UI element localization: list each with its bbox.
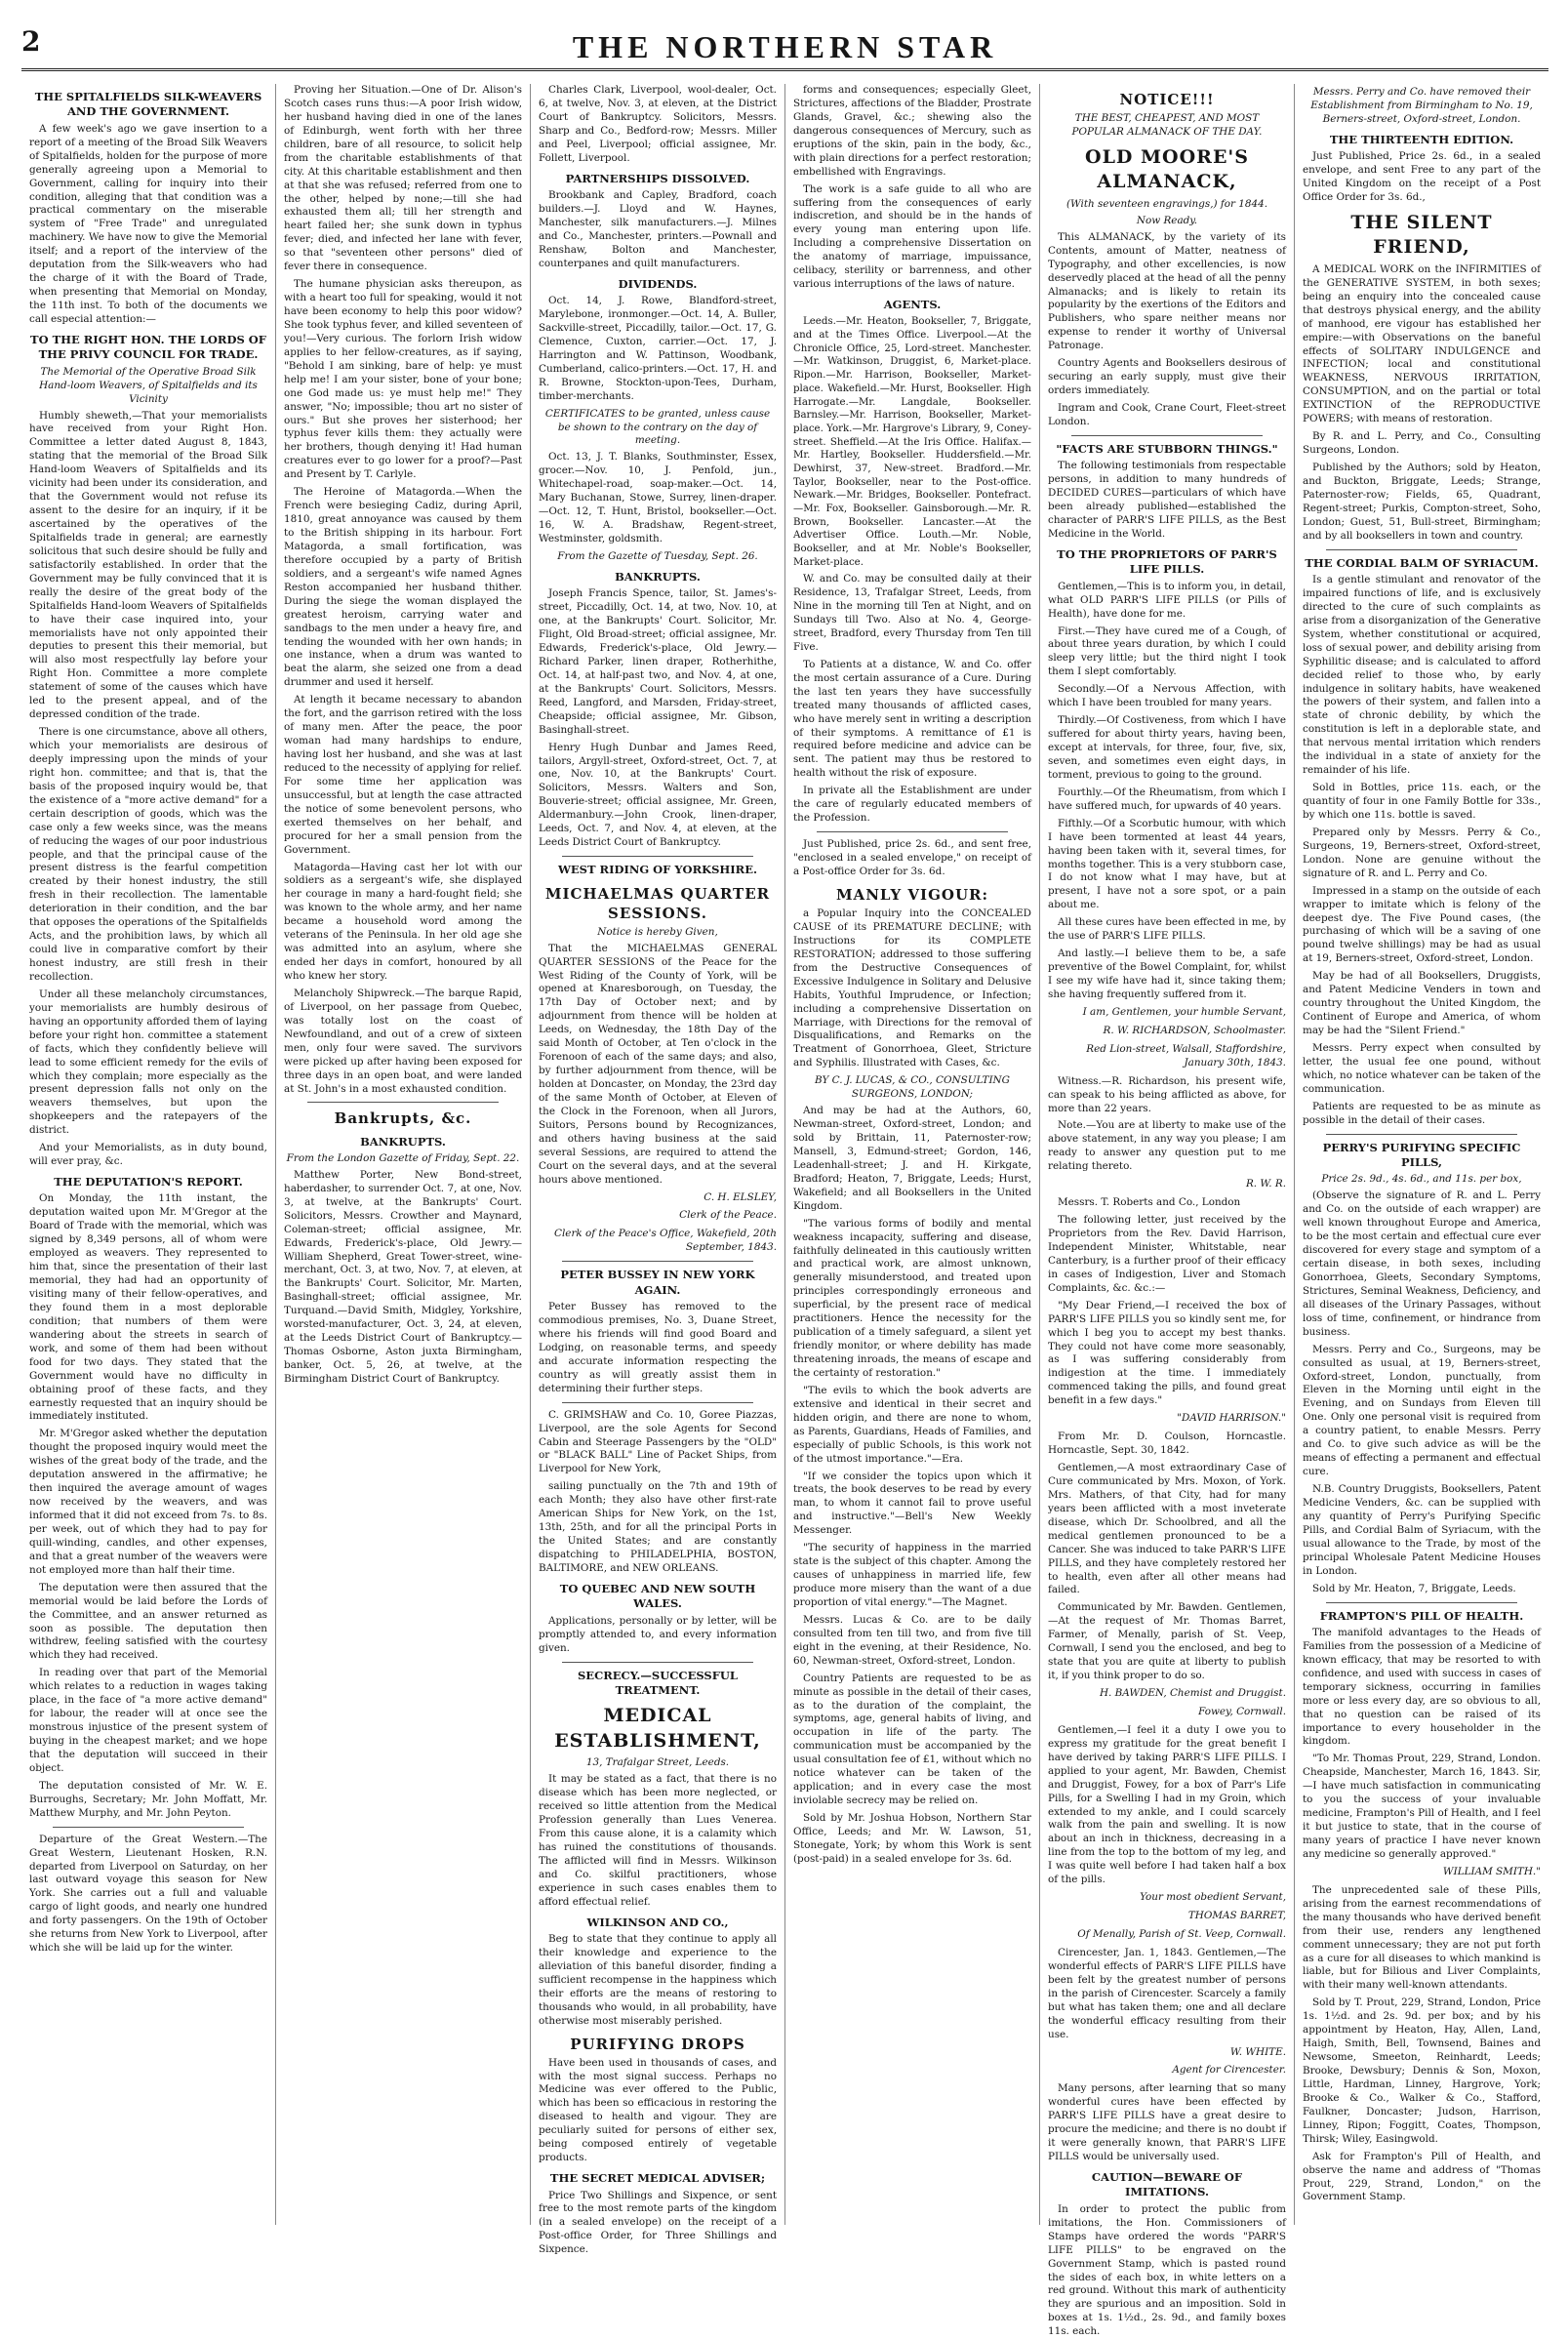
agents-list: Leeds.—Mr. Heaton, Bookseller, 7, Briggate, and at the Times Office. Liverpool.—At the Chronicle Office, 25, Lord-street. Manchester.—Mr. Watkinson, Druggist, 6, Market-place. Ripon.—Mr. Harrison, Bookseller, Market-place. Wakefield.—Mr. Hurst, Bookseller. High Harrogate.—Mr. Langdale, Bookseller. Barnsley.—Mr. Harrison, Bookseller, Market-place. York.—Mr. Hargrove's Library, 9, Coney-street. Sheffield.—At the Iris Office. Halifax.—Mr. Hartley, Bookseller. Huddersfield.—Mr. Dewhirst, 37, New-street. Bradford.—Mr. Taylor, Bookseller, near to the Post-office. Newark.—Mr. Bridges, Bookseller. Pontefract.—Mr. Fox, Bookseller. Gainsborough.—Mr. R. Brown, Bookseller. Lancaster.—At the Advertiser Office. Louth.—Mr. Noble, Bookseller, and at Mr. Noble's Bookseller, Market-place.: [793, 316, 1031, 568]
paragraph: Messrs. Perry expect when consulted by letter, the usual fee one pound, without which, no notice whatever can be taken of the communication.: [1303, 1041, 1541, 1095]
headline-secret-adviser: THE SECRET MEDICAL ADVISER;: [549, 2171, 766, 2186]
paragraph: "The evils to which the book adverts are extensive and identical in their secret and hidden origin, and there are none to whom, as Parents, Guardians, Heads of Families, and especially of public Schools, is this work not of the utmost importance."—Era.: [793, 1384, 1031, 1465]
memorial-subtitle: The Memorial of the Operative Broad Silk Hand-loom Weavers, of Spitalfields and its Vicinity: [39, 365, 258, 405]
paragraph: At length it became necessary to abandon the fort, and the garrison retired with the loss of many men. After the peace, the poor woman had many hardships to endure, having lost her husband, and she was at last reduced to the necessity of applying for relief. For some time her application was unsuccessful, but at length the case attracted the notice of some benevolent persons, who exerted themselves on her behalf, and procured for her a small pension from the Government.: [284, 694, 522, 856]
paragraph: It may be stated as a fact, that there is no disease which has been more neglected, or received so little attention from the Medical Profession generally than Lues Venerea. From this cause alone, it is a calamity which has ruined the constitutions of thousands. The afflicted will find in Messrs. Wilkinson and Co. skilful practitioners, whose experience in such cases enables them to afford effectual relief.: [539, 1773, 777, 1908]
signature-name: H. BAWDEN, Chemist and Druggist.: [1099, 1687, 1286, 1700]
gazette-source: From the Gazette of Tuesday, Sept. 26.: [557, 549, 758, 562]
subheading-bankrupts: BANKRUPTS.: [615, 569, 701, 584]
headline-spitalfields: THE SPITALFIELDS SILK-WEAVERS AND THE GOVERNMENT.: [34, 90, 262, 119]
paragraph: And lastly.—I believe them to be, a safe preventive of the Bowel Complaint, for, whilst I see my wife have had it, since taking them; she having frequently suffered from it.: [1048, 948, 1286, 1000]
column-5: [1040, 84, 1295, 2338]
paragraph: Humbly sheweth,—That your memorialists have received from your Right Hon. Committee a letter dated August 8, 1843, stating that the memorial of the Broad Silk Hand-loom Weavers of Spitalfields and its vicinity had been under its consideration, and that the Government would not refuse its assent to the desire for an inquiry, if it be ascertained by the operatives of the Spitalfields trade in general; are earnestly solicitous that such desire should be fully and satisfactorily established. In order that the Government may be fully convinced that it is really the desire of the great body of the Spitalfields Hand-loom Weavers of Spitalfields to have their case inquired into, your memorialists have not only appointed their deputies to present this their memorial, but will also most respectfully lay before your Right Hon. Committee a more complete statement of some of the causes which have led to the present appeal, and of the depressed condition of the trade.: [29, 409, 267, 721]
almanack-subtitle: (With seventeen engravings,) for 1844.: [1065, 197, 1267, 210]
paragraph: That the MICHAELMAS GENERAL QUARTER SESSIONS of the Peace for the West Riding of the County of York, will be opened at Knaresborough, on Tuesday, the 17th Day of October next; and by adjournment from thence will be holden at Leeds, on Wednesday, the 18th Day of the said Month of October, at Ten o'clock in the Forenoon of each of the same days; and also, by further adjournment from thence, will be holden at Doncaster, on Monday, the 23rd day of the same Month of October, at Eleven of the Clock in the Forenoon, when all Jurors, Suitors, Persons bound by Recognizances, and others having business at the said several Sessions, are required to attend the Court on the several days, and at the several hours above mentioned.: [539, 942, 777, 1186]
paragraph: Beg to state that they continue to apply all their knowledge and experience to the alleviation of this baneful disorder, finding a sufficient recompense in the happiness which their efforts are the means of restoring to thousands who would, in all probability, have otherwise most miserably perished.: [539, 1932, 777, 2027]
paragraph: Charles Clark, Liverpool, wool-dealer, Oct. 6, at twelve, Nov. 3, at eleven, at the District Court of Bankruptcy. Solicitors, Messrs. Sharp and Co., Bedford-row; Messrs. Miller and Peel, Liverpool; official assignee, Mr. Follett, Liverpool.: [539, 84, 777, 164]
subheading-bankrupts: BANKRUPTS.: [360, 1134, 446, 1149]
author-line: BY C. J. LUCAS, & CO., CONSULTING SURGEONS, LONDON;: [815, 1074, 1010, 1101]
subheading-dividends: DIVIDENDS.: [618, 276, 698, 291]
signature-name: THOMAS BARRET,: [1187, 1910, 1286, 1922]
paragraph: Sold by T. Prout, 229, Strand, London, Price 1s. 1½d. and 2s. 9d. per box; and by his appointment by Heaton, Hay, Allen, Land, Haigh, Smith, Bell, Townsend, Baines and Newsome, Smeeton, Reinhardt, Leeds; Brooke, Dewsbury; Dennis & Son, Moxon, Little, Hardman, Linney, Hargrove, York; Brooke & Co., Walker & Co., Stafford, Faulkner, Doncaster; Judson, Harrison, Linney, Ripon; Foggitt, Coates, Thompson, Thirsk; Wiley, Easingwold.: [1303, 1996, 1541, 2145]
subheading-memorial: TO THE RIGHT HON. THE LORDS OF THE PRIVY COUNCIL FOR TRADE.: [30, 332, 266, 362]
paragraph: Under all these melancholy circumstances, your memorialists are humbly desirous of having an opportunity afforded them of laying before your right hon. committee a statement of facts, which they confidently believe will lead to some efficient remedy for the evils of which they complain; more especially as the present depression falls not only on the weavers themselves, but upon the shopkeepers and the ratepayers of the district.: [29, 988, 267, 1137]
paragraph: Oct. 14, J. Rowe, Blandford-street, Marylebone, ironmonger.—Oct. 14, A. Buller, Sackville-street, Piccadilly, tailor.—Oct. 17, G. Clemence, Cuxton, carrier.—Oct. 17, J. Harrington and W. Pattinson, Woodbank, Cumberland, calico-printers.—Oct. 17, H. and R. Browne, Stockton-upon-Tees, Durham, timber-merchants.: [539, 295, 777, 402]
now-ready: Now Ready.: [1136, 214, 1198, 226]
paragraph: Published by the Authors; sold by Heaton, and Buckton, Briggate, Leeds; Strange, Paternoster-row; Fields, 65, Quadrant, Regent-street; Purkis, Compton-street, Soho, London; Guest, 51, Bull-street, Birmingham; and by all booksellers in town and country.: [1303, 462, 1541, 542]
divider: [307, 1102, 499, 1103]
paragraph: The deputation were then assured that the memorial would be laid before the Lords of the Committee, and an answer returned as soon as possible. The deputation then withdrew, feeling satisfied with the courtesy which they had received.: [29, 1581, 267, 1662]
paragraph: Peter Bussey has removed to the commodious premises, No. 3, Duane Street, where his friends will find good Board and Lodging, on reasonable terms, and speedy and accurate information respecting the country as will greatly assist them in determining their further steps.: [539, 1301, 777, 1394]
headline-wilkinson: WILKINSON AND CO.,: [586, 1915, 729, 1929]
paragraph: Messrs. Perry and Co., Surgeons, may be consulted as usual, at 19, Berners-street, Oxford-street, London, punctually, from Eleven in the Morning until eight in the Evening, and on Sundays from Eleven till One. Only one personal visit is required from a country patient, to enable Messrs. Perry and Co. to give such advice as will be the means of effecting a permanent and effectual cure.: [1303, 1343, 1541, 1478]
paragraph: a Popular Inquiry into the CONCEALED CAUSE of its PREMATURE DECLINE; with Instructions for its COMPLETE RESTORATION; addressed to those suffering from the Destructive Consequences of Excessive Indulgence in Solitary and Delusive Habits, Youthful Imprudence, or Infection; including a comprehensive Dissertation on Marriage, with Directions for the removal of Disqualifications, and Remarks on the Treatment of Gonorrhoea, Gleet, Stricture and Syphilis. Illustrated with Cases, &c.: [793, 907, 1031, 1069]
paragraph: Impressed in a stamp on the outside of each wrapper to imitate which is felony of the deepest dye. The Five Pound cases, (the purchasing of which will be a saving of one pound twelve shillings) may be had as usual at 19, Berners-street, Oxford-street, London.: [1303, 884, 1541, 965]
divider: [1326, 1602, 1517, 1603]
paragraph: Henry Hugh Dunbar and James Reed, tailors, Argyll-street, Oxford-street, Oct. 7, at one, Nov. 10, at the Bankrupts' Court. Solicitors, Messrs. Walters and Son, Bouverie-street; official assignee, Mr. Green, Aldermanbury.—John Crook, linen-draper, Leeds, Oct. 7, and Nov. 4, at eleven, at the Leeds District Court of Bankruptcy.: [539, 741, 777, 849]
paragraph: In order to protect the public from imitations, the Hon. Commissioners of Stamps have ordered the words "PARR'S LIFE PILLS" to be engraved on the Government Stamp, which is pasted round the sides of each box, in white letters on a red ground. Without this mark of authenticity they are spurious and an imposition. Sold in boxes at 1s. 1½d., 2s. 9d., and family boxes 11s. each.: [1048, 2202, 1286, 2338]
grimshaw-intro: C. GRIMSHAW and Co. 10, Goree Piazzas, Liverpool, are the sole Agents for Second Cabin and Steerage Passengers by the "OLD" or "BLACK BALL" Line of Packet Ships, from Liverpool for New York,: [539, 1408, 777, 1475]
paragraph: Gentlemen,—I feel it a duty I owe you to express my gratitude for the great benefit I have derived by taking PARR'S LIFE PILLS. I applied to your agent, Mr. Bawden, Chemist and Druggist, Fowey, for a box of Parr's Life Pills, for a Swelling I had in my Groin, which extended to my ankle, and I could scarcely walk from the pain and swelling. It is now about an inch in thickness, decreasing in a line from the top to the bottom of my leg, and I was quite well before I had taken half a box of the pills.: [1048, 1723, 1286, 1886]
paragraph: Oct. 13, J. T. Blanks, Southminster, Essex, grocer.—Nov. 10, J. Penfold, jun., Whitechapel-road, soap-maker.—Oct. 14, Mary Buchanan, Stowe, Surrey, linen-draper.—Oct. 12, T. Hunt, Bristol, bookseller.—Oct. 16, W. A. Bradshaw, Regent-street, Westminster, goldsmith.: [539, 451, 777, 544]
divider: [1326, 549, 1517, 550]
signature-name: WILLIAM SMITH.": [1442, 1865, 1541, 1877]
paragraph: Sold by Mr. Heaton, 7, Briggate, Leeds.: [1312, 1582, 1516, 1594]
paragraph: Prepared only by Messrs. Perry & Co., Surgeons, 19, Berners-street, Oxford-street, London. None are genuine without the signature of R. and L. Perry and Co.: [1303, 826, 1541, 879]
paragraph: Sold in Bottles, price 11s. each, or the quantity of four in one Family Bottle for 33s., by which one 11s. bottle is saved.: [1303, 782, 1541, 821]
paragraph: In reading over that part of the Memorial which relates to a reduction in wages taking place, in the face of "a more active demand" for labour, the reader will at once see the monstrous injustice of the present system of buying in the cheapest market; and we hope that the deputation will succeed in their object.: [29, 1667, 267, 1774]
headline-frampton: FRAMPTON'S PILL OF HEALTH.: [1319, 1608, 1524, 1623]
paragraph: Proving her Situation.—One of Dr. Alison's Scotch cases runs thus:—A poor Irish widow, her husband having died in one of the lanes of Edinburgh, went forth with her three children, bare of all resource, to solicit help from the charitable establishments of that city. At this charitable establishment and then at that she was refused; referred from one to the other, helped by none;—till she had exhausted them all; till her strength and heart failed her; she sunk down in typhus fever; died, and infected her lane with fever, so that "seventeen other persons" died of fever there in consequence.: [284, 84, 522, 273]
paragraph: "The security of happiness in the married state is the subject of this chapter. Among the causes of unhappiness in married life, few produce more misery than the want of a due proportion of vital energy."—The Magnet.: [793, 1542, 1031, 1608]
divider: [562, 1261, 753, 1262]
signature-place: Fowey, Cornwall.: [1198, 1705, 1286, 1717]
paragraph: Have been used in thousands of cases, and with the most signal success. Perhaps no Medicine was ever offered to the Public, which has been so efficacious in restoring the diseased to health and vigour. They are peculiarly suited for persons of either sex, being composed entirely of vegetable products.: [539, 2056, 777, 2164]
paragraph: The following testimonials from respectable persons, in addition to many hundreds of DECIDED CURES—particulars of which have been already published—established the character of PARR'S LIFE PILLS, as the Best Medicine in the World.: [1048, 460, 1286, 540]
signature: I am, Gentlemen, your humble Servant,: [1082, 1005, 1286, 1018]
gazette-source: From the London Gazette of Friday, Sept. 22.: [286, 1151, 520, 1164]
subheading-partnerships: PARTNERSHIPS DISSOLVED.: [565, 171, 750, 185]
paragraph: Sold by Mr. Joshua Hobson, Northern Star Office, Leeds; and Mr. W. Lawson, 51, Stonegate, York; by whom this Work is sent (post-paid) in a sealed envelope for 3s. 6d.: [793, 1812, 1031, 1865]
notice-subtitle: THE BEST, CHEAPEST, AND MOST POPULAR ALMANACK OF THE DAY.: [1071, 112, 1263, 139]
signature-role: Agent for Cirencester.: [1172, 2064, 1286, 2077]
paragraph: Witness.—R. Richardson, his present wife, can speak to his being afflicted as above, for more than 22 years.: [1048, 1074, 1286, 1114]
paragraph: Applications, personally or by letter, will be promptly attended to, and every information given.: [539, 1614, 777, 1654]
paragraph: Many persons, after learning that so many wonderful cures have been effected by PARR'S LIFE PILLS have a great desire to procure the medicine; and there is no doubt if it were generally known, that PARR'S LIFE PILLS would be universally used.: [1048, 2082, 1286, 2163]
paragraph: The work is a safe guide to all who are suffering from the consequences of early indiscretion, and should be in the hands of every young man entering upon life. Including a comprehensive Dissertation on the anatomy of marriage, impuissance, celibacy, sterility or barrenness, and other various interruptions of the laws of nature.: [793, 182, 1031, 291]
paragraph: W. and Co. may be consulted daily at their Residence, 13, Trafalgar Street, Leeds, from Nine in the morning till Ten at Night, and on Sundays till Two. Also at No. 4, George-street, Bradford, every Thursday from Ten till Five.: [793, 573, 1031, 653]
paragraph: Thirdly.—Of Costiveness, from which I have suffered for about thirty years, having been, except at intervals, for three, four, five, six, seven, and sometimes even eight days, in torment, previous to going to the ground.: [1048, 714, 1286, 781]
paragraph: The Heroine of Matagorda.—When the French were besieging Cadiz, during April, 1810, great annoyance was caused by them to the British shipping in its harbour. Fort Matagorda, a small fortification, was therefore occupied by a party of British soldiers, and a sergeant's wife named Agnes Reston accompanied her husband thither. During the siege the woman displayed the greatest heroism, carrying water and sandbags to the men under a heavy fire, and tending the wounded with her own hands; in one instance, when a drum was wanted to beat the alarm, she seized one from a dead drummer and used it herself.: [284, 486, 522, 689]
paragraph: This ALMANACK, by the variety of its Contents, amount of Matter, neatness of Typography, and other excellencies, is now deservedly placed at the head of all the penny Almanacks; and is likely to retain its popularity by the exertions of the Editors and Publishers, who spare neither means nor expense to render it worthy of Universal Patronage.: [1048, 230, 1286, 352]
paragraph: Fourthly.—Of the Rheumatism, from which I have suffered much, for upwards of 40 years.: [1048, 786, 1286, 812]
paragraph: "The various forms of bodily and mental weakness incapacity, suffering and disease, faithfully delineated in this cautiously written and practical work, are almost unknown, generally misunderstood, and treated upon principles correspondingly erroneous and superficial, by the present race of medical practitioners. Hence the necessity for the publication of a timely safeguard, a silent yet friendly monitor, or where debility has made threatening inroads, the means of escape and the certainty of restoration.": [793, 1217, 1031, 1379]
paragraph: "My Dear Friend,—I received the box of PARR'S LIFE PILLS you so kindly sent me, for which I beg you to accept my best thanks. They could not have come more seasonably, as I was suffering considerably from indigestion at the time. I immediately commenced taking the pills, and found great benefit in a few days.": [1048, 1299, 1286, 1407]
paragraph: A few week's ago we gave insertion to a report of a meeting of the Broad Silk Weavers of Spitalfields, holden for the purpose of more generally agreeing upon a Memorial to Government, calling for inquiry into their condition, alleging that that condition was a practical commentary on the miserable system of "Free Trade" and unregulated machinery. We have now to give the Memorial itself; and a report of the interview of the deputation from the Silk-weavers who had the charge of it with the Board of Trade, when presenting that Memorial on Monday, the 11th inst. To both of the documents we call especial attention:—: [29, 122, 267, 325]
divider: [562, 1662, 753, 1663]
paragraph: The deputation consisted of Mr. W. E. Burroughs, Secretary; Mr. John Moffatt, Mr. Matthew Murphy, and Mr. John Peyton.: [29, 1779, 267, 1819]
column-3: [531, 84, 785, 2256]
paragraph: The unprecedented sale of these Pills, arising from the earnest recommendations of the many thousands who have derived benefit from their use, renders any lengthened comment unnecessary; they are not put forth as a cure for all diseases to which mankind is liable, but for Bilious and Liver Complaints, with their many well-known attendants.: [1303, 1883, 1541, 1992]
paragraph: Secondly.—Of a Nervous Affection, with which I have been troubled for many years.: [1048, 683, 1286, 709]
paragraph: The manifold advantages to the Heads of Families from the possession of a Medicine of known efficacy, that may be resorted to with confidence, and used with success in cases of temporary sickness, occurring in families more or less every day, are so obvious to all, that no question can be raised of its importance to every householder in the kingdom.: [1303, 1626, 1541, 1748]
divider: [817, 831, 1008, 832]
signature-name: "DAVID HARRISON.": [1177, 1412, 1286, 1425]
headline-purifying: PURIFYING DROPS: [570, 2035, 745, 2053]
signature-name: R. W. R.: [1245, 1178, 1286, 1190]
paragraph: Just Published, Price 2s. 6d., in a sealed envelope, and sent Free to any part of the United Kingdom on the receipt of a Post Office Order for 3s. 6d.,: [1303, 150, 1541, 204]
paragraph: In private all the Establishment are under the care of regularly educated members of the Profession.: [793, 785, 1031, 825]
paragraph: sailing punctually on the 7th and 19th of each Month; they also have other first-rate American Ships for New York, on the 1st, 13th, 25th, and for all the principal Ports in the United States; and are constantly dispatching to PHILADELPHIA, BOSTON, BALTIMORE, and NEW ORLEANS.: [539, 1480, 777, 1574]
paragraph: Country Patients are requested to be as minute as possible in the detail of their cases, as to the duration of the complaint, the symptoms, age, general habits of living, and occupation in life of the party. The communication must be accompanied by the usual consultation fee of £1, without which no notice whatever can be taken of the application; and in every case the most inviolable secrecy may be relied on.: [793, 1672, 1031, 1807]
medical-address: 13, Trafalgar Street, Leeds.: [585, 1756, 730, 1769]
paragraph: Price Two Shillings and Sixpence, or sent free to the most remote parts of the kingdom (in a sealed envelope) on the receipt of a Post-office Order, for Three Shillings and Sixpence.: [539, 2189, 777, 2256]
perry-notice: Messrs. Perry and Co. have removed their Establishment from Birmingham to No. 19, Berners-street, Oxford-street, London.: [1310, 86, 1533, 125]
paragraph: Messrs. Lucas & Co. are to be daily consulted from ten till two, and from five till eight in the evening, at their Residence, No. 60, Newman-street, Oxford-street, London.: [793, 1613, 1031, 1667]
signature-place: Clerk of the Peace's Office, Wakefield, 20th September, 1843.: [554, 1228, 777, 1254]
paragraph: Matagorda—Having cast her lot with our soldiers as a sergeant's wife, she displayed her courage in many a hard-fought field; she was known to the whole army, and her name became a household word among the veterans of the Peninsula. In her old age she was admitted into an asylum, where she ended her days in comfort, honoured by all who knew her story.: [284, 861, 522, 982]
paragraph: Matthew Porter, New Bond-street, haberdasher, to surrender Oct. 7, at one, Nov. 3, at twelve, at the Bankrupts' Court. Solicitors, Messrs. Crowther and Maynard, Coleman-street; official assignee, Mr. Edwards, Frederick's-place, Old Jewry.—William Shepherd, Great Tower-street, wine-merchant, Oct. 3, at two, Nov. 7, at eleven, at the Bankrupts' Court. Solicitor, Mr. Marten, Basinghall-street; official assignee, Mr. Turquand.—David Smith, Midgley, Yorkshire, worsted-manufacturer, Oct. 3, 24, at eleven, at the Leeds District Court of Bankruptcy.—Thomas Osborne, Aston juxta Birmingham, banker, Oct. 5, 26, at twelve, at the Birmingham District Court of Bankruptcy.: [284, 1168, 522, 1385]
paragraph: Just Published, price 2s. 6d., and sent free, "enclosed in a sealed envelope," on receipt of a Post-office Order for 3s. 6d.: [793, 838, 1031, 877]
paragraph: A MEDICAL WORK on the INFIRMITIES of the GENERATIVE SYSTEM, in both sexes; being an enquiry into the concealed cause that destroys physical energy, and the ability of manhood, ere vigour has established her empire:—with Observations on the baneful effects of SOLITARY INDULGENCE and INFECTION; local and constitutional WEAKNESS, NERVOUS IRRITATION, CONSUMPTION, and on the partial or total EXTINCTION of the REPRODUCTIVE POWERS; with means of restoration.: [1303, 262, 1541, 425]
signature-place: Red Lion-street, Walsall, Staffordshire, January 30th, 1843.: [1086, 1042, 1286, 1069]
paragraph: Mr. M'Gregor asked whether the deputation thought the proposed inquiry would meet the wishes of the great body of the trade, and the deputation answered in the affirmative; he then inquired the average amount of wages now received by the weavers, and was informed that it did not exceed from 7s. to 8s. per week, out of which they had to pay for quill-winding, candles, and other expenses, and that a great number of the weavers were not employed more than half their time.: [29, 1428, 267, 1576]
column-4: [785, 84, 1040, 2225]
divider: [1071, 435, 1263, 436]
paragraph: The humane physician asks thereupon, as with a heart too full for speaking, would it not have been economy to help this poor widow? She took typhus fever, and killed seventeen of you!—Very curious. The forlorn Irish widow applies to her fellow-creatures, as if saying, "Behold I am sinking, bare of help: ye must help me! I am your sister, bone of your bone; one God made us: ye must help me!" They answer, "No; impossible; thou art no sister of ours." But she proves her sisterhood; her typhus fever kills them: they actually were her brothers, though denying it! Had human creatures ever to go lower for a proof?—Past and Present by T. Carlyle.: [284, 278, 522, 481]
paragraph: "If we consider the topics upon which it treats, the book deserves to be read by every man, to whom it cannot fail to prove useful and instructive."—Bell's New Weekly Messenger.: [793, 1470, 1031, 1537]
paragraph: Brookbank and Capley, Bradford, coach builders.—J. Lloyd and W. Haynes, Manchester, silk manufacturers.—J. Milnes and Co., Manchester, printers.—Pownall and Renshaw, Bolton and Manchester, counterpanes and quilt manufacturers.: [539, 189, 777, 269]
specific-price: Price 2s. 9d., 4s. 6d., and 11s. per box,: [1321, 1173, 1522, 1186]
divider: [1326, 1134, 1517, 1135]
paragraph: Country Agents and Booksellers desirous of securing an early supply, must give their orders immediately.: [1048, 357, 1286, 397]
paragraph: Joseph Francis Spence, tailor, St. James's-street, Piccadilly, Oct. 14, at two, Nov. 10, at one, at the Bankrupts' Court. Solicitor, Mr. Flight, Old Broad-street; official assignee, Mr. Edwards, Frederick's-place, Old Jewry.—Richard Parker, linen draper, Rotherhithe, Oct. 14, at half-past two, and Nov. 4, at one, at the Bankrupts' Court. Solicitors, Messrs. Reed, Langford, and Marsden, Friday-street, Cheapside; official assignee, Mr. Gibson, Basinghall-street.: [539, 587, 777, 736]
headline-almanack: OLD MOORE'S ALMANACK,: [1085, 145, 1249, 193]
paragraph: The following letter, just received by the Proprietors from the Rev. David Harrison, Independent Minister, Whitstable, near Canterbury, is a further proof of their efficacy in cases of Indigestion, Liver and Stomach Complaints, &c. &c.:—: [1048, 1214, 1286, 1294]
newspaper-title: THE NORTHERN STAR: [572, 29, 998, 64]
headline-bankrupts: Bankrupts, &c.: [334, 1109, 472, 1128]
paragraph: There is one circumstance, above all others, which your memorialists are desirous of deeply impressing upon the minds of your right hon. committee; and that is, that the basis of the proposed inquiry would be, that the existence of a "more active demand" for a certain description of goods, which was the case only a few weeks since, was the means of reducing the wages of our poor industrious people, and that the principal cause of the present distress is the fearful competition created by their honest industry, the still fresh in their recollection. The lamentable deterioration in their condition, and the bar that opposes the operations of the Spitalfields Acts, and the prohibition laws, by which all could live in comparative comfort by their honest industry, are still fresh in their recollection.: [29, 726, 267, 983]
paragraph: Cirencester, Jan. 1, 1843. Gentlemen,—The wonderful effects of PARR'S LIFE PILLS have been felt by the greatest number of persons in the parish of Cirencester. Scarcely a family but what has taken them; one and all declare the wonderful efficacy resulting from their use.: [1048, 1946, 1286, 2040]
headline-caution: CAUTION—BEWARE OF IMITATIONS.: [1091, 2170, 1243, 2199]
paragraph: N.B. Country Druggists, Booksellers, Patent Medicine Venders, &c. can be supplied with any quantity of Perry's Purifying Specific Pills, and Cordial Balm of Syriacum, with the usual allowance to the Trade, by most of the principal Wholesale Patent Medicine Houses in London.: [1303, 1483, 1541, 1577]
signature-place: Of Menally, Parish of St. Veep, Cornwall.: [1077, 1928, 1286, 1941]
paragraph: May be had of all Booksellers, Druggists, and Patent Medicine Venders in town and country throughout the United Kingdom, the Continent of Europe and America, of whom may be had the "Silent Friend.": [1303, 970, 1541, 1037]
masthead: [21, 23, 1548, 71]
headline-secrecy: SECRECY.—SUCCESSFUL TREATMENT.: [578, 1668, 738, 1697]
signature-name: R. W. RICHARDSON, Schoolmaster.: [1103, 1024, 1286, 1036]
paragraph: To Patients at a distance, W. and Co. offer the most certain assurance of a Cure. During the last ten years they have successfully treated many thousands of afflicted cases, who have merely sent in writing a description of their symptoms. A remittance of £1 is required before medicine and advice can be sent. The patient may thus be restored to health without the risk of exposure.: [793, 658, 1031, 780]
newspaper-page: [21, 23, 1548, 2338]
paragraph: Gentlemen,—A most extraordinary Case of Cure communicated by Mrs. Moxon, of York. Mrs. Mathers, of that City, had for many years been afflicted with a most inveterate disease, which Dr. Schoolbred, and all the medical gentlemen pronounced to be a Cancer. She was induced to take PARR'S LIFE PILLS, and they have completely restored her to health, even after all other means had failed.: [1048, 1462, 1286, 1596]
headline-sessions: MICHAELMAS QUARTER SESSIONS.: [544, 884, 771, 922]
paragraph: Ask for Frampton's Pill of Health, and observe the name and address of "Thomas Prout, 229, Strand, London," on the Government Stamp.: [1303, 2150, 1541, 2203]
paragraph: And may be had at the Authors, 60, Newman-street, Oxford-street, London; and sold by Brittain, 11, Paternoster-row; Mansell, 3, Edmund-street; Gordon, 146, Leadenhall-street; J. and H. Kirkgate, Bradford; Heaton, 7, Briggate, Leeds; Hurst, Wakefield; and all Booksellers in the United Kingdom.: [793, 1105, 1031, 1212]
paragraph: Gentlemen,—This is to inform you, in detail, what OLD PARR'S LIFE PILLS (or Pills of Health), have done for me.: [1048, 580, 1286, 620]
paragraph: Departure of the Great Western.—The Great Western, Lieutenant Hosken, R.N. departed from Liverpool on Saturday, on her last outward voyage this season for New York. She carries out a full and valuable cargo of light goods, and nearly one hundred and forty passengers. On the 19th of October she returns from New York to Liverpool, after which she will be laid up for the winter.: [29, 1833, 267, 1955]
headline-bussey: PETER BUSSEY IN NEW YORK AGAIN.: [560, 1268, 755, 1297]
columns: [21, 84, 1548, 2338]
headline-notice: NOTICE!!!: [1119, 91, 1215, 108]
paragraph: Communicated by Mr. Bawden. Gentlemen,—At the request of Mr. Thomas Barret, Farmer, of Menally, parish of St. Veep, Cornwall, I send you the enclosed, and beg to state that you are quite at liberty to publish it, if you think proper to do so.: [1048, 1601, 1286, 1682]
column-2: [276, 84, 531, 2225]
paragraph: From Mr. D. Coulson, Horncastle. Horncastle, Sept. 30, 1842.: [1048, 1431, 1286, 1457]
paragraph: By R. and L. Perry, and Co., Consulting Surgeons, London.: [1303, 430, 1541, 457]
signature-name: W. WHITE.: [1229, 2045, 1286, 2058]
headline-silent-friend: THE SILENT FRIEND,: [1350, 211, 1493, 259]
paragraph: Melancholy Shipwreck.—The barque Rapid, of Liverpool, on her passage from Quebec, was totally lost on the coast of Newfoundland, and out of a crew of sixteen men, only four were saved. The survivors were picked up after having been exposed for three days in an open boat, and were landed at St. John's in a most exhausted condition.: [284, 987, 522, 1095]
signature: Your most obedient Servant,: [1140, 1891, 1286, 1904]
paragraph: Messrs. T. Roberts and Co., London: [1058, 1196, 1241, 1209]
paragraph: Fifthly.—Of a Scorbutic humour, with which I have been tormented at least 44 years, having been taken with it, several times, for months together. This is a very stubborn case, I do not know what I may have, but at present, I have not a sore spot, or a pain about me.: [1048, 817, 1286, 911]
subheading-agents: AGENTS.: [883, 298, 942, 312]
paragraph: And your Memorialists, as in duty bound, will ever pray, &c.: [29, 1142, 267, 1168]
paragraph: Patients are requested to be as minute as possible in the detail of their cases.: [1303, 1100, 1541, 1126]
paragraph: Ingram and Cook, Crane Court, Fleet-street London.: [1048, 402, 1286, 427]
paragraph: Is a gentle stimulant and renovator of the impaired functions of life, and is exclusively directed to the cure of such complaints as arise from a disorganization of the Generative System, whether constitutional or acquired, loss of sexual power, and debility arising from Syphilitic disease; and is calculated to afford decided relief to those who, by early indulgence in solitary habits, have weakened the powers of their system, and fallen into a state of chronic debility, by which the constitution is left in a deplorable state, and that nervous mental irritation which renders the individual in a state of anxiety for the remainder of his life.: [1303, 574, 1541, 777]
divider: [562, 856, 753, 857]
headline-specific-pills: PERRY'S PURIFYING SPECIFIC PILLS,: [1322, 1140, 1521, 1169]
paragraph: Note.—You are at liberty to make use of the above statement, in any way you please; I am ready to answer any question put to me relating thereto.: [1048, 1119, 1286, 1173]
headline-quebec: TO QUEBEC AND NEW SOUTH WALES.: [559, 1581, 756, 1611]
headline-manly-vigour: MANLY VIGOUR:: [835, 885, 989, 904]
subheading-parr: TO THE PROPRIETORS OF PARR'S LIFE PILLS.: [1057, 546, 1277, 577]
headline-facts: "FACTS ARE STUBBORN THINGS.": [1056, 441, 1278, 456]
column-1: [21, 84, 276, 2225]
subheading-deputation: THE DEPUTATION'S REPORT.: [54, 1175, 243, 1190]
paragraph: First.—They have cured me of a Cough, of about three years duration, by which I could sleep very little; but the third night I took them I slept comfortably.: [1048, 625, 1286, 678]
paragraph: (Observe the signature of R. and L. Perry and Co. on the outside of each wrapper) are well known throughout Europe and America, to be the most certain and effectual cure ever discovered for every stage and symptom of a certain disease, in both sexes, including Gonorrhoea, Gleets, Secondary Symptoms, Strictures, Seminal Weakness, Deficiency, and all diseases of the Urinary Passages, without loss of time, confinement, or hindrance from business.: [1303, 1190, 1541, 1338]
sessions-notice: Notice is hereby Given,: [597, 925, 718, 938]
edition-label: THE THIRTEENTH EDITION.: [1329, 132, 1514, 146]
paragraph: "To Mr. Thomas Prout, 229, Strand, London. Cheapside, Manchester, March 16, 1843. Sir,—I have much satisfaction in communicating to you the success of your invaluable medicine, Frampton's Pill of Health, and I feel it but justice to state, that in the course of many years of practice I have never known any medicine so generally approved.": [1303, 1753, 1541, 1860]
headline-west-riding: WEST RIDING OF YORKSHIRE.: [557, 863, 757, 877]
headline-cordial-balm: THE CORDIAL BALM OF SYRIACUM.: [1305, 555, 1539, 570]
divider: [562, 1402, 753, 1403]
paragraph: On Monday, the 11th instant, the deputation waited upon Mr. M'Gregor at the Board of Trade with the memorial, which was signed by 8,349 persons, all of whom were employed as weavers. They represented to him that, since the presentation of their last memorial, they had had an opportunity of visiting many of their fellow-operatives, and they found them in a most deplorable condition; that numbers of them were wandering about the streets in search of work, and some of them had been without food for two days. They stated that the Government would have no difficulty in obtaining proof of these facts, and they earnestly requested that an inquiry should be immediately instituted.: [29, 1192, 267, 1423]
subheading-certificates: CERTIFICATES to be granted, unless cause be shown to the contrary on the day of meeting.: [544, 407, 771, 447]
signature-name: C. H. ELSLEY,: [704, 1190, 777, 1203]
divider: [53, 1827, 244, 1828]
column-6: [1295, 84, 1548, 2225]
signature-role: Clerk of the Peace.: [679, 1209, 777, 1222]
headline-medical: MEDICAL ESTABLISHMENT,: [554, 1705, 761, 1752]
page-number: 2: [21, 25, 41, 58]
paragraph: All these cures have been effected in me, by the use of PARR'S LIFE PILLS.: [1048, 916, 1286, 943]
paragraph: forms and consequences; especially Gleet, Strictures, affections of the Bladder, Prostrate Glands, Gravel, &c.; shewing also the dangerous consequences of Mercury, such as eruptions of the skin, pain in the body, &c., with plain directions for a perfect restoration; embellished with Engravings.: [793, 84, 1031, 178]
